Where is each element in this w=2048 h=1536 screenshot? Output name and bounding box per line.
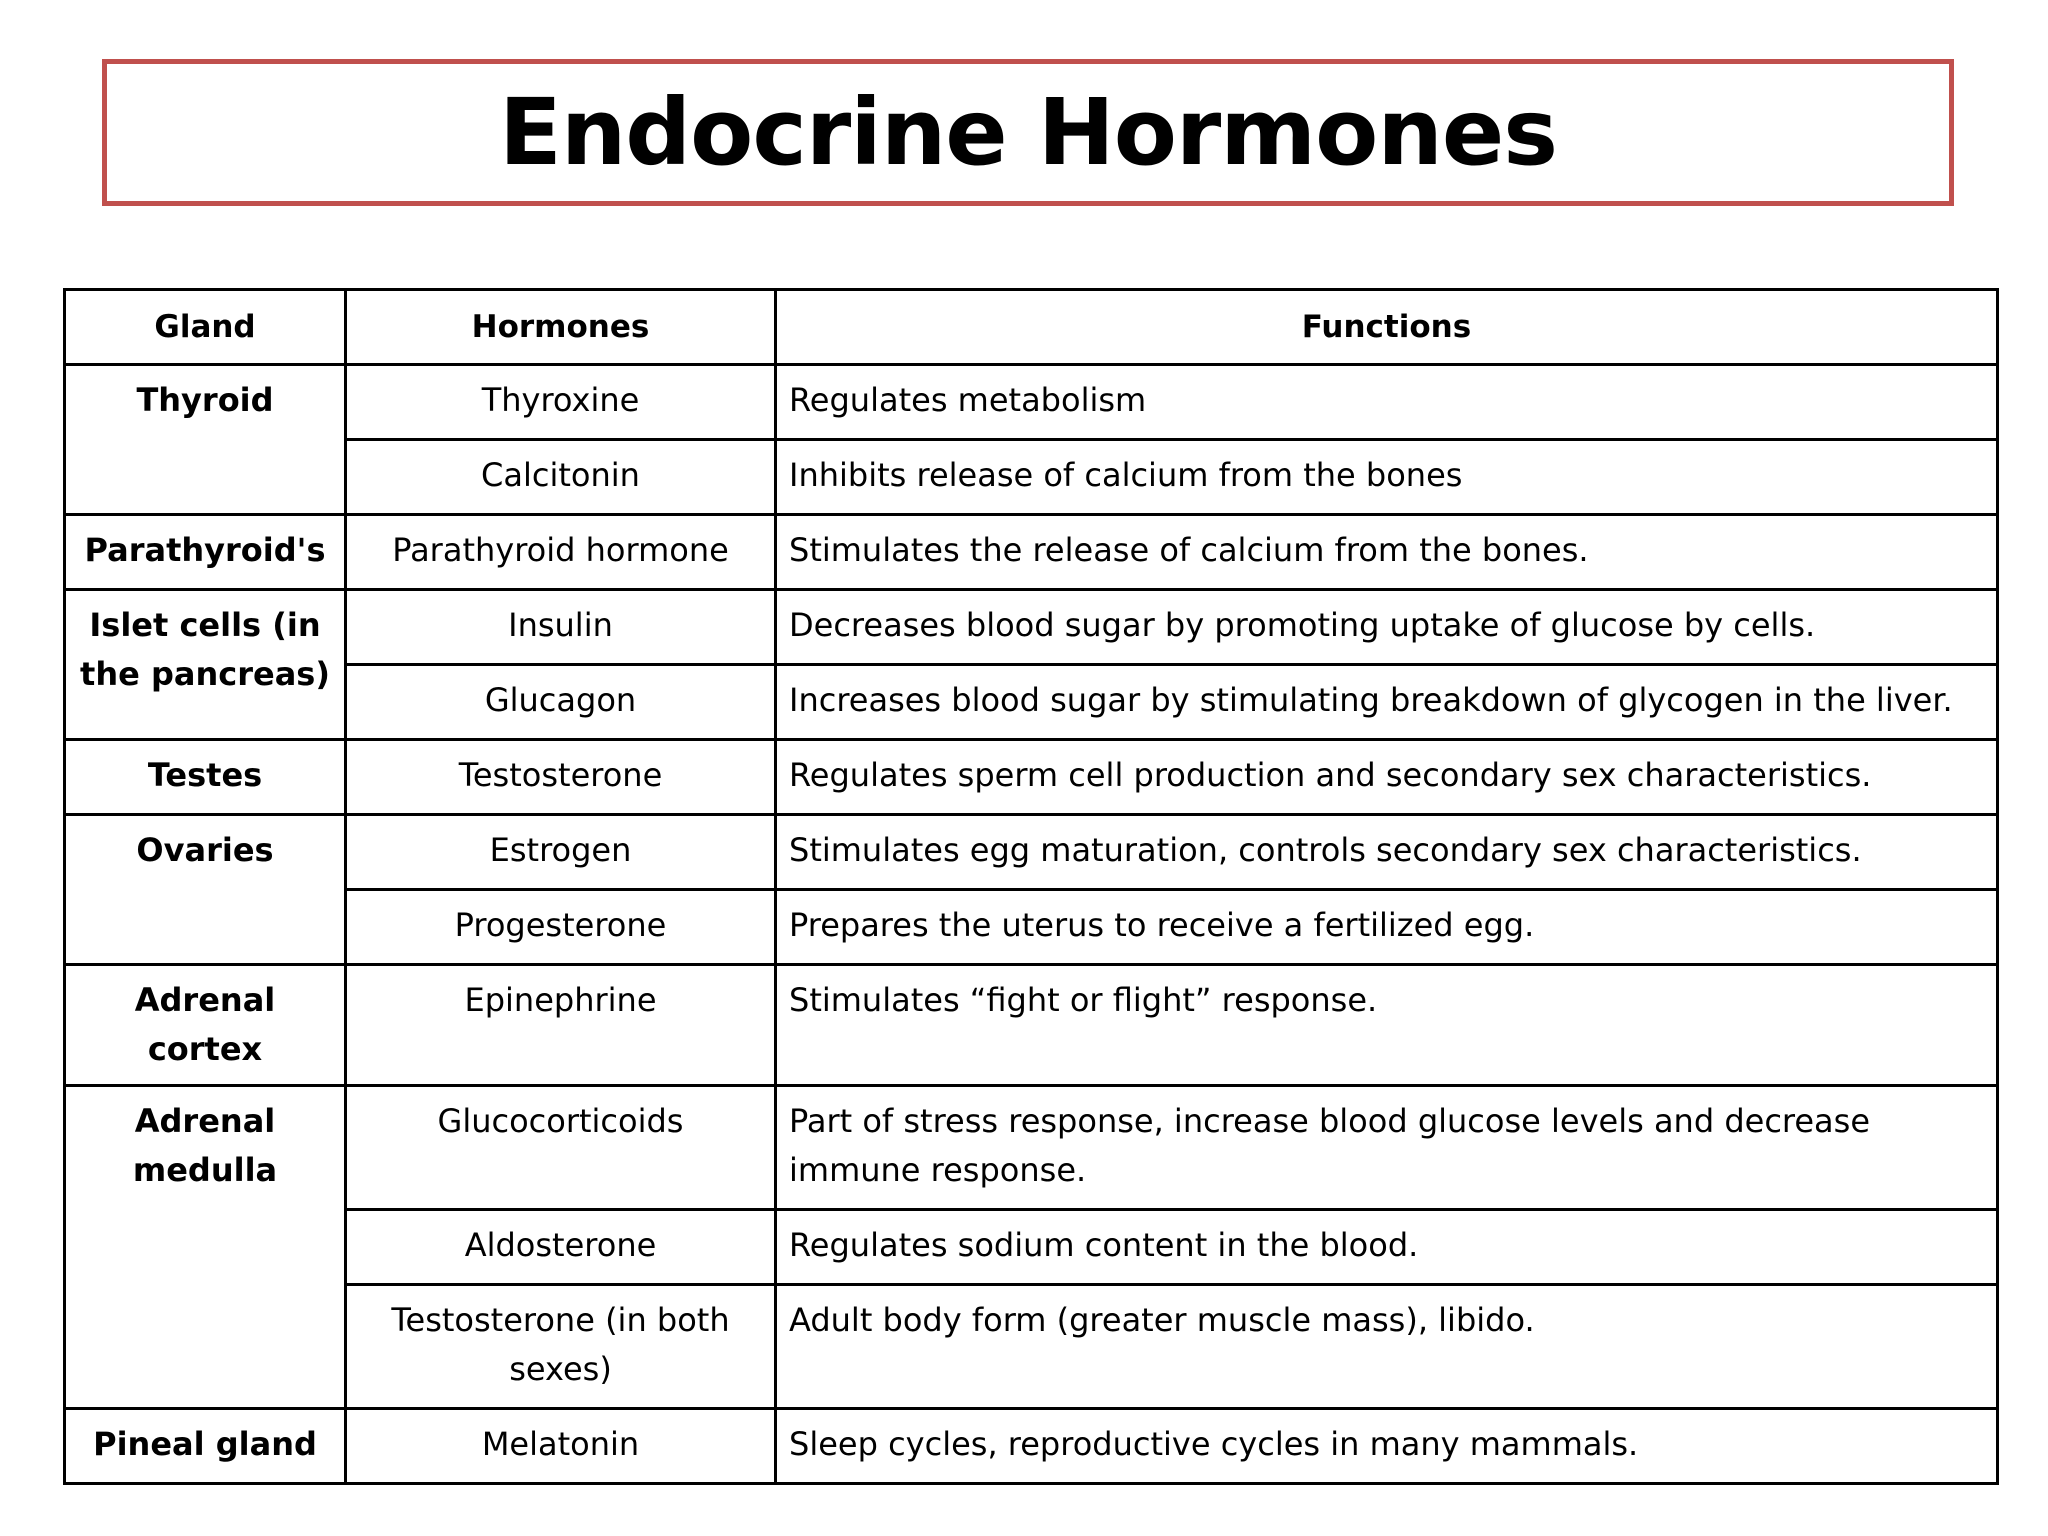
header-hormones: Hormones [346, 290, 776, 365]
table-row [65, 815, 1998, 890]
hormone-cell: Glucagon [346, 665, 776, 740]
table-row [65, 515, 1998, 590]
title-box [102, 59, 1954, 206]
gland-cell: Pineal gland [65, 1409, 346, 1484]
hormone-cell: Testosterone [346, 740, 776, 815]
page-title: Endocrine Hormones [498, 78, 1558, 186]
hormone-table-container [63, 288, 1996, 1485]
table-row [65, 890, 1998, 965]
hormone-cell: Melatonin [346, 1409, 776, 1484]
hormone-cell: Testosterone (in both sexes) [346, 1285, 776, 1409]
hormone-cell: Parathyroid hormone [346, 515, 776, 590]
function-cell: Stimulates the release of calcium from the bones. [776, 515, 1998, 590]
hormone-cell: Progesterone [346, 890, 776, 965]
function-cell: Decreases blood sugar by promoting uptake of glucose by cells. [776, 590, 1998, 665]
function-cell: Increases blood sugar by stimulating breakdown of glycogen in the liver. [776, 665, 1998, 740]
function-cell: Regulates sodium content in the blood. [776, 1210, 1998, 1285]
gland-cell: Adrenal cortex [65, 965, 346, 1086]
gland-cell: Adrenal medulla [65, 1086, 346, 1409]
gland-cell: Testes [65, 740, 346, 815]
table-row [65, 1086, 1998, 1210]
function-cell: Stimulates “fight or flight” response. [776, 965, 1998, 1086]
table-row [65, 965, 1998, 1086]
gland-cell: Islet cells (in the pancreas) [65, 590, 346, 740]
table-row [65, 590, 1998, 665]
function-cell: Stimulates egg maturation, controls secondary sex characteristics. [776, 815, 1998, 890]
function-cell: Part of stress response, increase blood glucose levels and decrease immune response. [776, 1086, 1998, 1210]
table-row [65, 1285, 1998, 1409]
header-functions: Functions [776, 290, 1998, 365]
table-body [65, 365, 1998, 1484]
table-row [65, 365, 1998, 440]
function-cell: Regulates metabolism [776, 365, 1998, 440]
function-cell: Prepares the uterus to receive a fertilized egg. [776, 890, 1998, 965]
table-row [65, 665, 1998, 740]
function-cell: Adult body form (greater muscle mass), libido. [776, 1285, 1998, 1409]
hormone-cell: Glucocorticoids [346, 1086, 776, 1210]
table-row [65, 1409, 1998, 1484]
hormone-cell: Epinephrine [346, 965, 776, 1086]
table-row [65, 1210, 1998, 1285]
hormone-cell: Thyroxine [346, 365, 776, 440]
hormone-cell: Aldosterone [346, 1210, 776, 1285]
hormone-cell: Insulin [346, 590, 776, 665]
hormone-table [63, 288, 1999, 1485]
gland-cell: Ovaries [65, 815, 346, 965]
table-row [65, 740, 1998, 815]
table-header-row [65, 290, 1998, 365]
function-cell: Inhibits release of calcium from the bones [776, 440, 1998, 515]
table-row [65, 440, 1998, 515]
function-cell: Regulates sperm cell production and secondary sex characteristics. [776, 740, 1998, 815]
hormone-cell: Calcitonin [346, 440, 776, 515]
function-cell: Sleep cycles, reproductive cycles in many mammals. [776, 1409, 1998, 1484]
hormone-cell: Estrogen [346, 815, 776, 890]
gland-cell: Parathyroid's [65, 515, 346, 590]
gland-cell: Thyroid [65, 365, 346, 515]
header-gland: Gland [65, 290, 346, 365]
